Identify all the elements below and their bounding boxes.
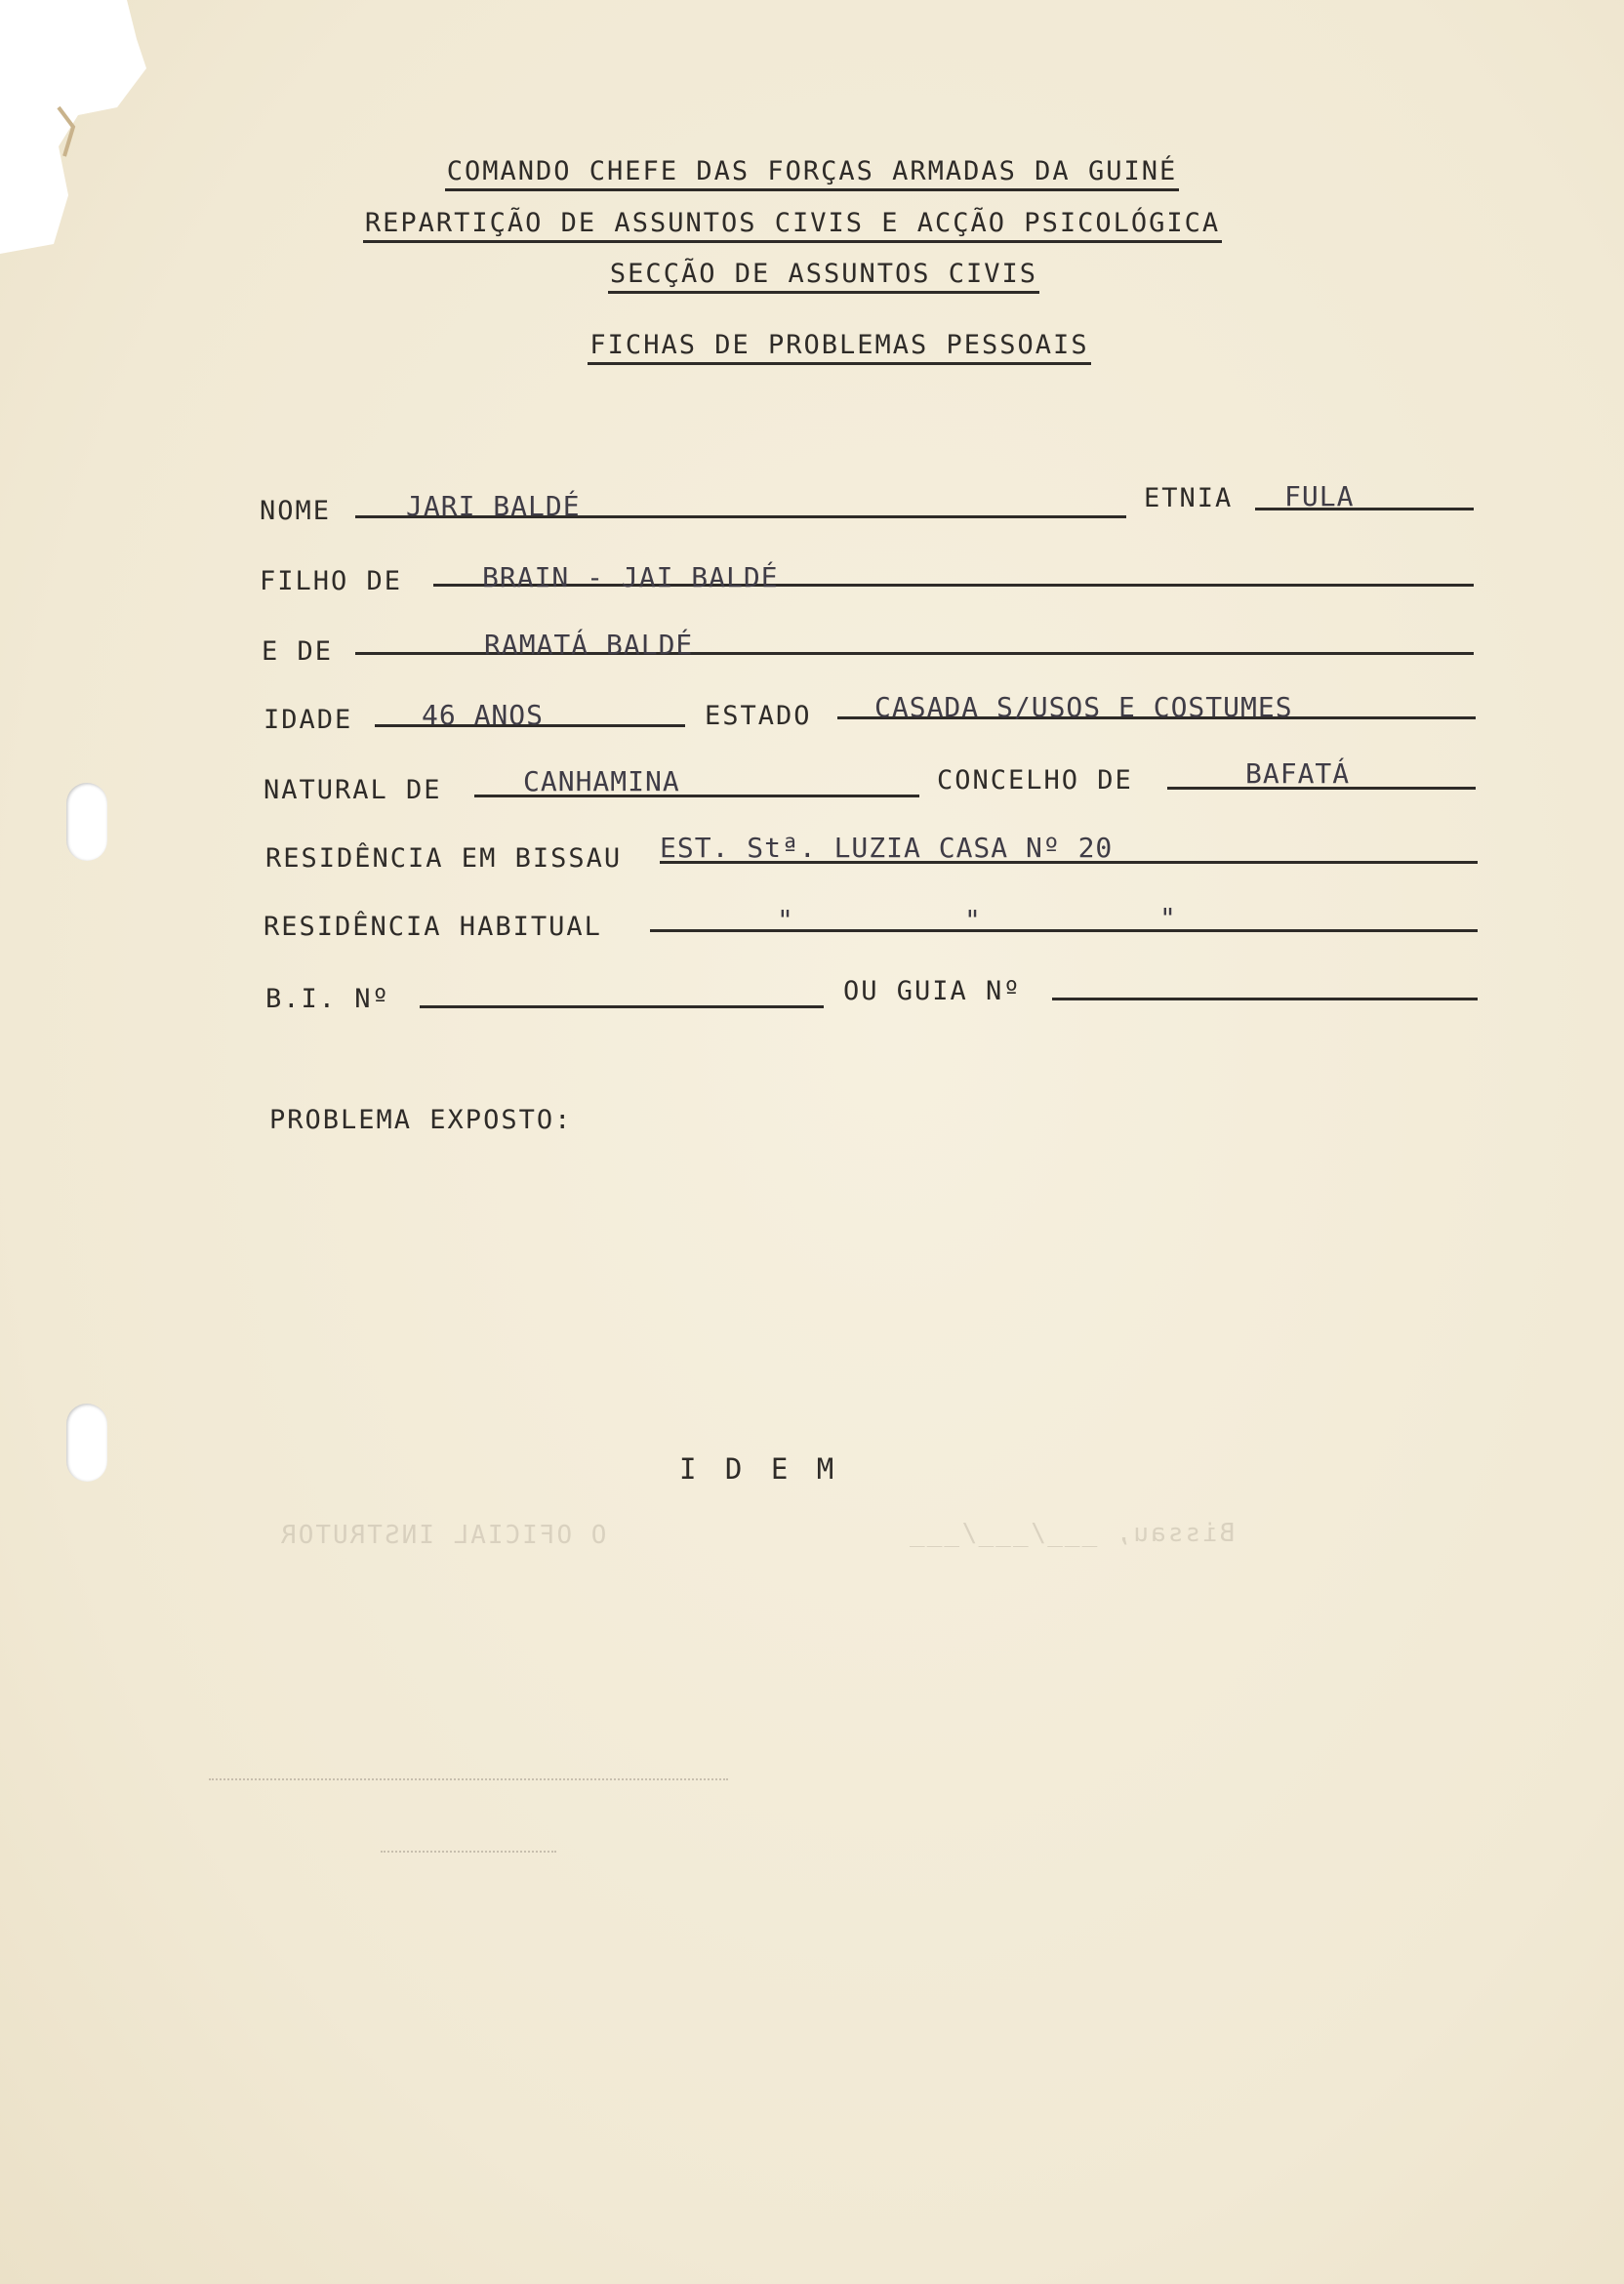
- punch-hole-bottom: [66, 1404, 107, 1482]
- show-through-oficial: O OFICIAL INSTRUTOR: [279, 1521, 607, 1550]
- problema-text: I D E M: [679, 1452, 840, 1486]
- ede-value: RAMATÁ BALDÉ: [484, 629, 694, 661]
- nome-label: NOME: [260, 496, 332, 526]
- punch-hole-top: [66, 783, 107, 861]
- idade-label: IDADE: [264, 705, 353, 735]
- header-section: SECÇÃO DE ASSUNTOS CIVIS: [12, 259, 1624, 289]
- etnia-value: FULA: [1284, 480, 1355, 512]
- concelho-label: CONCELHO DE: [937, 765, 1133, 795]
- header-department: REPARTIÇÃO DE ASSUNTOS CIVIS E ACÇÃO PSICOLÓGICA: [0, 208, 1604, 238]
- residencia-habitual-line: [650, 929, 1478, 932]
- ditto-mark-3: ": [1159, 902, 1177, 934]
- filho-value: BRAIN - JAI BALDÉ: [482, 561, 779, 593]
- bi-label: B.I. Nº: [265, 984, 390, 1014]
- idade-value: 46 ANOS: [422, 699, 545, 731]
- ditto-mark-1: ": [777, 904, 794, 936]
- nome-value: JARI BALDÉ: [406, 490, 581, 522]
- bi-line: [420, 1005, 824, 1008]
- show-through-bissau: Bissau, ___/___/___: [908, 1519, 1236, 1548]
- ede-label: E DE: [262, 636, 334, 667]
- page-title: FICHAS DE PROBLEMAS PESSOAIS: [27, 330, 1624, 360]
- show-through-dots-1: [209, 1778, 728, 1780]
- problema-label: PROBLEMA EXPOSTO:: [269, 1105, 573, 1135]
- guia-label: OU GUIA Nº: [843, 976, 1022, 1006]
- concelho-value: BAFATÁ: [1245, 757, 1351, 790]
- residencia-bissau-value: EST. Stª. LUZIA CASA Nº 20: [660, 832, 1114, 864]
- guia-line: [1052, 998, 1478, 1000]
- filho-label: FILHO DE: [260, 566, 403, 596]
- ditto-mark-2: ": [964, 904, 982, 936]
- natural-label: NATURAL DE: [264, 775, 442, 805]
- residencia-bissau-label: RESIDÊNCIA EM BISSAU: [265, 843, 623, 874]
- estado-label: ESTADO: [705, 701, 812, 731]
- natural-value: CANHAMINA: [523, 765, 680, 797]
- etnia-label: ETNIA: [1144, 483, 1234, 513]
- estado-value: CASADA S/USOS E COSTUMES: [874, 691, 1293, 723]
- show-through-dots-2: [381, 1851, 556, 1853]
- header-command: COMANDO CHEFE DAS FORÇAS ARMADAS DA GUINÉ: [0, 156, 1624, 186]
- residencia-habitual-label: RESIDÊNCIA HABITUAL: [264, 912, 602, 942]
